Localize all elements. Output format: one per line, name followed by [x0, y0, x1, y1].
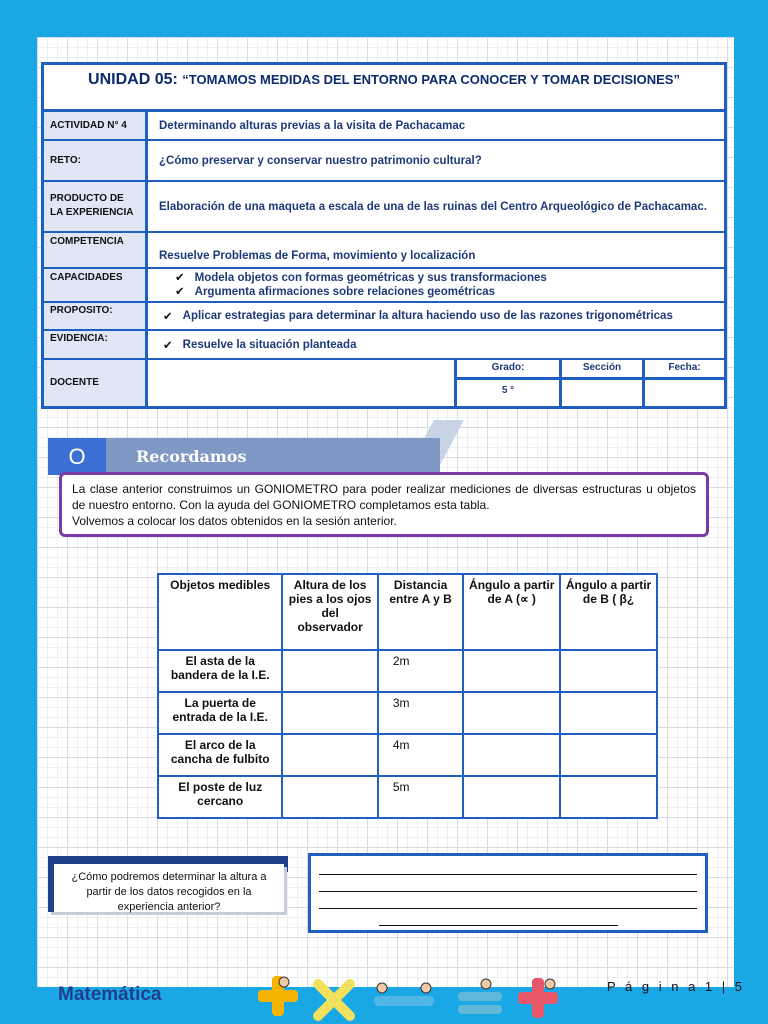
- table-row: [158, 650, 657, 692]
- cell-angulo-a[interactable]: [463, 650, 560, 692]
- capacidad-item: ✔ Modela objetos con formas geométricas y sus transformaciones: [175, 272, 547, 284]
- table-row: [158, 776, 657, 818]
- label-capacidades: CAPACIDADES: [44, 269, 148, 301]
- value-proposito: ✔ Aplicar estrategias para determinar la altura haciendo uso de las razones trigonométricas: [163, 310, 673, 323]
- value-reto: ¿Cómo preservar y conservar nuestro patrimonio cultural?: [159, 154, 482, 167]
- row-actividad: [44, 112, 724, 141]
- column-header: Objetos medibles: [158, 574, 282, 650]
- cell-altura[interactable]: [282, 734, 377, 776]
- cell-altura[interactable]: [282, 650, 377, 692]
- answer-line[interactable]: [379, 911, 617, 926]
- label-competencia: COMPETENCIA: [44, 233, 148, 267]
- cell-distancia: 5m: [378, 776, 463, 818]
- capacidad-item: ✔ Argumenta afirmaciones sobre relaciones geométricas: [175, 286, 496, 298]
- minus-operator-figure-icon: [374, 983, 434, 1006]
- plus-operator-figure-icon: [258, 976, 298, 1016]
- cell-angulo-b[interactable]: [560, 650, 657, 692]
- math-operators-illustration: [250, 972, 570, 1024]
- label-docente: DOCENTE: [44, 360, 148, 406]
- table-header-row: [158, 574, 657, 650]
- cell-angulo-a[interactable]: [463, 734, 560, 776]
- row-docente: [44, 360, 724, 406]
- row-reto: [44, 141, 724, 182]
- plus-red-figure-icon: [518, 978, 558, 1018]
- unit-title-text: “TOMAMOS MEDIDAS DEL ENTORNO PARA CONOCER Y TOMAR DECISIONES”: [182, 72, 680, 87]
- measurements-table: [157, 573, 658, 819]
- value-actividad: Determinando alturas previas a la visita de Pachacamac: [159, 119, 466, 132]
- answer-line[interactable]: [319, 877, 697, 892]
- table-row: [158, 692, 657, 734]
- row-competencia: [44, 233, 724, 269]
- cell-angulo-b[interactable]: [560, 692, 657, 734]
- cell-objeto: El arco de la cancha de fulbito: [158, 734, 282, 776]
- column-header: Ángulo a partir de A (∝ ): [463, 574, 560, 650]
- cell-altura[interactable]: [282, 692, 377, 734]
- equals-operator-figure-icon: [458, 979, 502, 1014]
- unit-label: UNIDAD 05:: [88, 71, 178, 88]
- fecha-label: Fecha:: [668, 362, 701, 373]
- value-evidencia: ✔ Resuelve la situación planteada: [163, 338, 357, 352]
- label-evidencia: EVIDENCIA:: [44, 331, 148, 358]
- column-header: Ángulo a partir de B ( β¿: [560, 574, 657, 650]
- unit-title: [44, 65, 724, 112]
- label-actividad: ACTIVIDAD N° 4: [44, 112, 148, 139]
- check-icon: ✔: [163, 339, 173, 352]
- check-icon: ✔: [163, 311, 173, 323]
- activity-header-table: [41, 62, 727, 409]
- answer-line[interactable]: [319, 860, 697, 875]
- cell-objeto: El poste de luz cercano: [158, 776, 282, 818]
- cell-angulo-b[interactable]: [560, 734, 657, 776]
- label-producto: PRODUCTO DE LA EXPERIENCIA: [44, 182, 148, 231]
- intro-paragraph: La clase anterior construimos un GONIOMETRO para poder realizar mediciones de diversas estructuras u objetos de nuestro entorno. Con la ayuda del GONIOMETRO completamos esta tabla.: [72, 482, 696, 512]
- table-row: [158, 734, 657, 776]
- column-header: Altura de los pies a los ojos del observador: [282, 574, 377, 650]
- banner-letter: O: [48, 438, 106, 475]
- intro-box: [59, 472, 709, 537]
- times-operator-figure-icon: [318, 984, 350, 1016]
- value-competencia: Resuelve Problemas de Forma, movimiento y localización: [159, 250, 476, 262]
- label-proposito: PROPOSITO:: [44, 303, 148, 329]
- row-evidencia: [44, 331, 724, 360]
- banner-title: Recordamos: [136, 447, 247, 466]
- question-box: ¿Cómo podremos determinar la altura a partir de los datos recogidos en la experiencia anterior?: [48, 864, 284, 912]
- cell-distancia: 4m: [378, 734, 463, 776]
- check-icon: ✔: [175, 286, 185, 298]
- grado-label: Grado:: [491, 362, 525, 373]
- label-reto: RETO:: [44, 141, 148, 180]
- cell-angulo-a[interactable]: [463, 692, 560, 734]
- cell-objeto: El asta de la bandera de la I.E.: [158, 650, 282, 692]
- intro-paragraph: Volvemos a colocar los datos obtenidos en la sesión anterior.: [72, 514, 397, 528]
- row-capacidades: [44, 269, 724, 303]
- cell-objeto: La puerta de entrada de la I.E.: [158, 692, 282, 734]
- row-proposito: [44, 303, 724, 331]
- page-number: P á g i n a 1 | 5: [607, 979, 745, 994]
- answer-box[interactable]: [308, 853, 708, 933]
- column-header: Distancia entre A y B: [378, 574, 463, 650]
- grado-value: 5 °: [501, 385, 515, 396]
- row-producto: [44, 182, 724, 233]
- cell-distancia: 2m: [378, 650, 463, 692]
- cell-altura[interactable]: [282, 776, 377, 818]
- answer-line[interactable]: [319, 894, 697, 909]
- seccion-label: Sección: [582, 362, 622, 373]
- cell-angulo-b[interactable]: [560, 776, 657, 818]
- value-producto: Elaboración de una maqueta a escala de una de las ruinas del Centro Arqueológico de Pachacamac.: [159, 200, 707, 213]
- check-icon: ✔: [175, 272, 185, 284]
- cell-distancia: 3m: [378, 692, 463, 734]
- subject-label: Matemática: [58, 984, 162, 1005]
- value-capacidades: [151, 269, 724, 301]
- cell-angulo-a[interactable]: [463, 776, 560, 818]
